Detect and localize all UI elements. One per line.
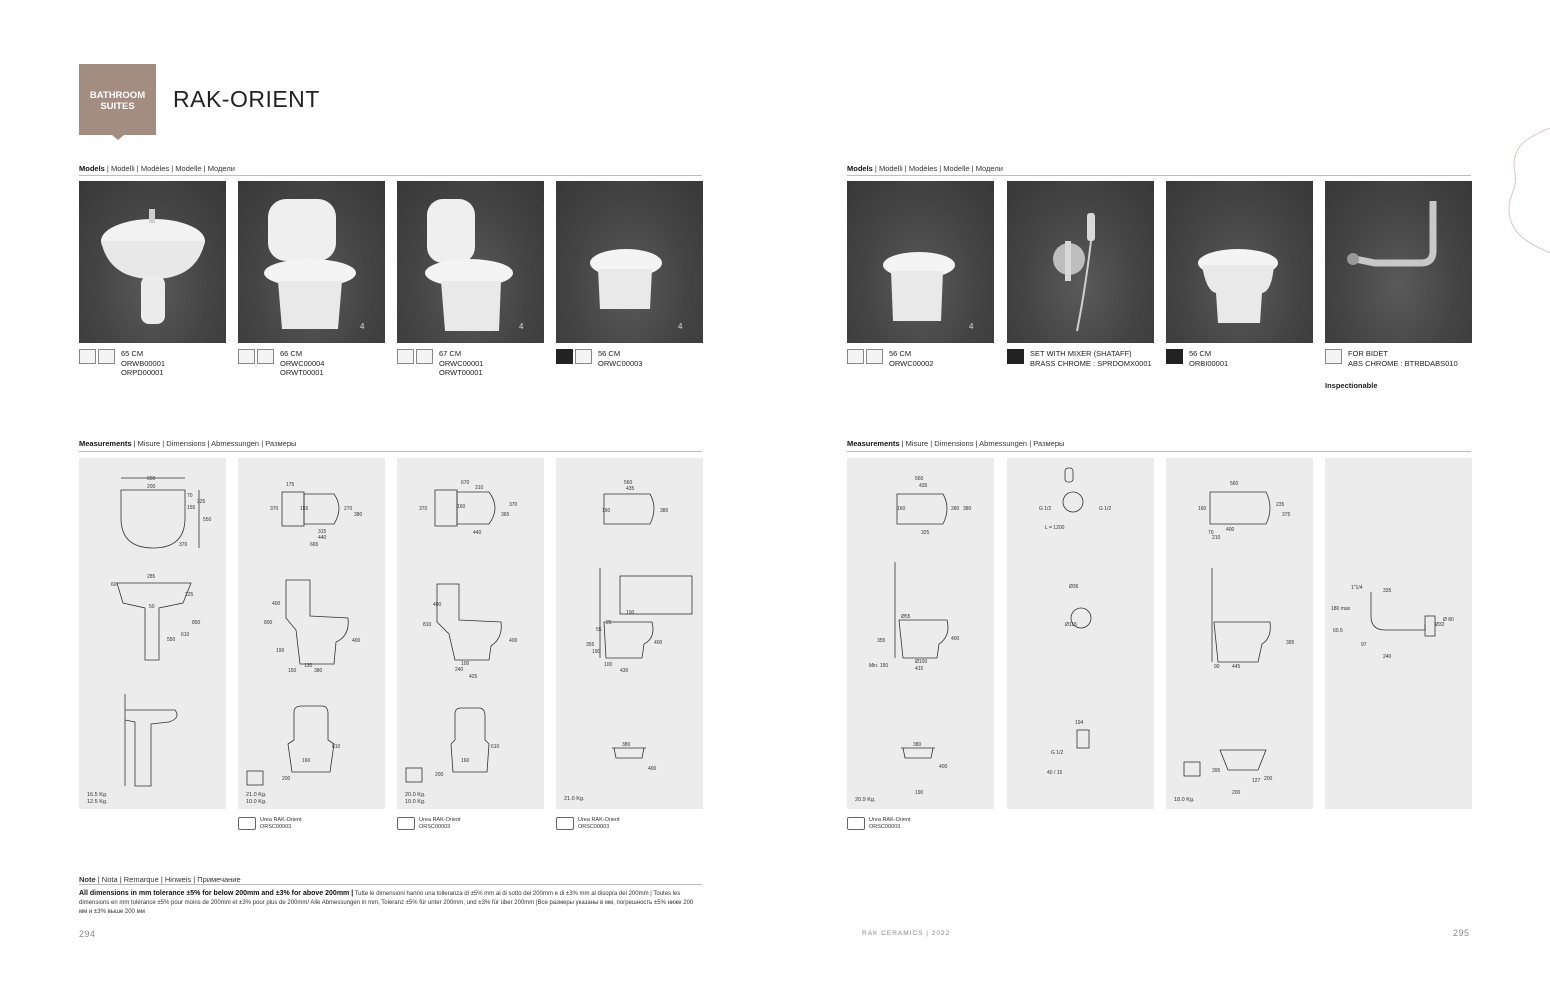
seat-caption-2 xyxy=(397,817,461,831)
dim-label: 100 xyxy=(461,661,470,667)
product-code: ORWC00003 xyxy=(598,358,643,368)
weight-1: 18.0 Kg. xyxy=(1174,797,1195,803)
note-rule xyxy=(79,884,702,885)
dim-label: 660 xyxy=(147,476,156,482)
dim-label: 610 xyxy=(181,632,190,638)
dim-label: 100 xyxy=(626,610,635,616)
product-code-2: ORPD00001 xyxy=(121,368,164,377)
seat-caption-1 xyxy=(238,817,302,831)
product-size: 56 CM xyxy=(598,349,621,358)
drawing-wc-3 xyxy=(556,458,703,809)
dim-label: 160 xyxy=(1198,506,1207,512)
weight-info xyxy=(564,796,585,803)
badge-line1: BATHROOM xyxy=(89,90,146,101)
dim-label: 200 xyxy=(282,776,291,782)
note-heading-rest: Nota | Remarque | Hinweis | Примечание xyxy=(101,875,241,884)
dim-label: 210 xyxy=(1212,535,1221,541)
svg-text:4: 4 xyxy=(678,322,683,331)
dim-label: G 1/2 xyxy=(1099,506,1112,512)
caption-bidet-trap xyxy=(1325,349,1458,368)
dim-label: 315 xyxy=(318,529,327,535)
dim-label: 155 xyxy=(300,506,309,512)
back-to-wall-icon xyxy=(556,349,573,364)
models-heading-bold: Models xyxy=(847,164,873,173)
drawing-bidet xyxy=(1166,458,1313,809)
models-heading-left: Models | Modelli | Modèles | Modelle | Модели xyxy=(79,164,235,173)
dim-label: Min. 150 xyxy=(869,663,889,669)
caption-wc-4 xyxy=(847,349,933,368)
dim-label: 415 xyxy=(915,666,924,672)
dim-label: Ø55 xyxy=(901,614,911,620)
photo-wc-back-to-wall-2 xyxy=(847,181,994,343)
drawing-wc-2 xyxy=(397,458,544,809)
product-code: ORBI00001 xyxy=(1189,358,1229,368)
weight-2: 10.0 Kg. xyxy=(405,799,426,805)
svg-text:4: 4 xyxy=(519,322,524,331)
caption-shataff xyxy=(1007,349,1152,368)
models-rule-right xyxy=(847,175,1471,176)
dim-label: 200 xyxy=(1232,790,1241,796)
dim-label: 380 xyxy=(913,742,922,748)
dim-label: 400 xyxy=(654,640,663,646)
models-heading-rest: Modelli | Modèles | Modelle | Модели xyxy=(878,164,1003,173)
dim-label: 370 xyxy=(509,502,518,508)
product-code: ORWC00002 xyxy=(889,358,934,368)
product-code-2: ORWT00001 xyxy=(280,368,324,377)
product-code: ABS CHROME : BTRBDABS010 xyxy=(1348,358,1458,368)
dim-label: 560 xyxy=(915,476,924,482)
measurements-rule-right xyxy=(847,451,1471,452)
drawing-shataff xyxy=(1007,458,1154,809)
seat-cover-icon xyxy=(556,817,574,830)
dim-label: 380 xyxy=(354,512,363,518)
photo-bidet xyxy=(1166,181,1313,343)
dim-label: 380 xyxy=(622,742,631,748)
dim-label: 380 xyxy=(963,506,972,512)
note-body-bold: All dimensions in mm tolerance ±5% for below 200mm and ±3% for above 200mm | xyxy=(79,890,354,897)
drawing-bidet-trap xyxy=(1325,458,1472,809)
models-heading-right: Models | Modelli | Modèles | Modelle | Модели xyxy=(847,164,1003,173)
dim-label: 90 xyxy=(1214,664,1220,670)
seat-code: ORSC00003 xyxy=(419,824,451,830)
weight-info xyxy=(87,792,108,806)
dim-label: 200 xyxy=(147,484,156,490)
dim-label: 60 xyxy=(111,582,117,588)
dim-label: 160 xyxy=(457,504,466,510)
dim-label: 70 xyxy=(1208,530,1214,536)
photo-bidet-trap xyxy=(1325,181,1472,343)
dim-label: Ø 80 xyxy=(1443,617,1454,623)
dim-label: G 1/2 xyxy=(1039,506,1052,512)
page-number-left: 294 xyxy=(79,929,96,939)
category-badge xyxy=(79,64,156,135)
dim-label: 160 xyxy=(602,508,611,514)
dim-label: 610 xyxy=(491,744,500,750)
seat-code: ORSC00003 xyxy=(578,824,610,830)
caption-wc-3 xyxy=(556,349,642,368)
badge-line2: SUITES xyxy=(100,101,135,112)
note-heading: Note | Nota | Remarque | Hinweis | Примечание xyxy=(79,875,241,884)
weight-1: 20.9 Kg. xyxy=(855,797,876,803)
seat-caption-3 xyxy=(556,817,620,831)
dim-label: 175 xyxy=(286,482,295,488)
seat-cover-icon xyxy=(238,817,256,830)
dim-label: 155 xyxy=(187,505,196,511)
dim-label: G 1/2 xyxy=(1051,750,1064,756)
dim-label: 560 xyxy=(624,480,633,486)
dim-label: 130 xyxy=(304,663,313,669)
note-body xyxy=(79,889,701,917)
drawing-wc-4 xyxy=(847,458,994,809)
dim-label: 400 xyxy=(433,602,442,608)
product-code: ORWB00001 xyxy=(121,358,166,368)
dim-label: 395 xyxy=(1212,768,1221,774)
dim-label: 445 xyxy=(1232,664,1241,670)
product-size: 56 CM xyxy=(1189,349,1212,358)
dim-label: 70 xyxy=(187,493,193,499)
washbasin-icon xyxy=(79,349,96,364)
dim-label: 440 xyxy=(473,530,482,536)
dim-label: 160 xyxy=(897,506,906,512)
dim-label: Ø100 xyxy=(915,659,928,665)
dim-label: 160 xyxy=(461,758,470,764)
dim-label: 225 xyxy=(185,592,194,598)
wc-icon xyxy=(397,349,414,364)
product-size: 65 CM xyxy=(121,349,144,358)
measurements-heading-bold: Measurements xyxy=(79,439,132,448)
dim-label: 370 xyxy=(270,506,279,512)
shataff-icon xyxy=(1007,349,1024,364)
models-rule-left xyxy=(79,175,702,176)
weight-info xyxy=(1174,797,1195,804)
dim-label: 235 xyxy=(1276,502,1285,508)
seat-name: Urea RAK-Orient xyxy=(260,817,302,823)
dim-label: 810 xyxy=(423,622,432,628)
seat-name: Urea RAK-Orient xyxy=(419,817,461,823)
dim-label: 190 xyxy=(915,790,924,796)
photo-wc-close-coupled-1 xyxy=(238,181,385,343)
dim-label: 435 xyxy=(919,483,928,489)
svg-text:4: 4 xyxy=(360,322,365,331)
product-size: 67 CM xyxy=(439,349,462,358)
photo-shataff-mixer xyxy=(1007,181,1154,343)
dim-label: L = 1200 xyxy=(1045,525,1065,531)
s-trap-icon xyxy=(866,349,883,364)
seat-caption-4 xyxy=(847,817,911,831)
weight-1: 21.0 Kg. xyxy=(246,792,267,798)
photo-wc-close-coupled-2 xyxy=(397,181,544,343)
dim-label: 610 xyxy=(332,744,341,750)
seat-name: Urea RAK-Orient xyxy=(578,817,620,823)
p-trap-icon xyxy=(575,349,592,364)
dim-label: 430 xyxy=(620,668,629,674)
seat-cover-icon xyxy=(397,817,415,830)
measurements-rule-left xyxy=(79,451,702,452)
note-heading-bold: Note xyxy=(79,875,96,884)
dim-label: 550 xyxy=(167,637,176,643)
dim-label: 325 xyxy=(921,530,930,536)
dim-label: 395 xyxy=(1286,640,1295,646)
dim-label: 150 xyxy=(288,668,297,674)
bidet-icon xyxy=(1166,349,1183,364)
dim-label: 355 xyxy=(877,638,886,644)
dim-label: 400 xyxy=(1226,527,1235,533)
dim-label: 60.5 xyxy=(1333,628,1343,634)
svg-text:4: 4 xyxy=(969,322,974,331)
page-title: RAK-ORIENT xyxy=(173,86,320,112)
dim-label: 400 xyxy=(939,764,948,770)
dim-label: 400 xyxy=(951,636,960,642)
models-heading-rest: Modelli | Modèles | Modelle | Модели xyxy=(110,164,235,173)
dim-label: Ø36 xyxy=(1069,584,1079,590)
badge-pointer xyxy=(112,135,124,140)
pedestal-icon xyxy=(98,349,115,364)
weight-info xyxy=(246,792,267,806)
dim-label: 370 xyxy=(419,506,428,512)
seat-code: ORSC00003 xyxy=(869,824,901,830)
product-code: ORWC00001 xyxy=(439,358,484,368)
weight-info xyxy=(405,792,426,806)
dim-label: 280 xyxy=(951,506,960,512)
dim-label: 97 xyxy=(1361,642,1367,648)
dim-label: 440 xyxy=(318,535,327,541)
drawing-washbasin xyxy=(79,458,226,809)
dim-label: 127 xyxy=(1252,778,1261,784)
dim-label: 355 xyxy=(586,642,595,648)
dim-label: 335 xyxy=(1383,588,1392,594)
note-body-rest: Tutte le dimensioni hanno una tolleranza di ±5% mm al di sotto dei 200mm e di ±3% mm al disopra dei 200mm | Toutes les dimensions en mm tolérance ±5% pour moins de 200mm et ±3% pour plus de 200mm/ Alle Abmessungen in mm, Toleranz ±5% für unter 200mm, und ±3% für über 200mm |Все размеры указаны в мм, погрешность ±5% ниже 200 мм и ±3% выше 200 мм xyxy=(79,891,694,915)
dim-label: 285 xyxy=(147,574,156,580)
weight-info xyxy=(855,797,876,804)
dim-label: 370 xyxy=(179,542,188,548)
dim-label: 240 xyxy=(1383,654,1392,660)
dim-label: 50 xyxy=(149,604,155,610)
page-number-right: 295 xyxy=(1453,928,1470,938)
dim-label: 270 xyxy=(344,506,353,512)
dim-label: 375 xyxy=(1282,512,1291,518)
product-size: 56 CM xyxy=(889,349,912,358)
product-code: BRASS CHROME : SPRDOMX0001 xyxy=(1030,358,1152,368)
dim-label: 240 xyxy=(455,667,464,673)
s-trap-icon xyxy=(416,349,433,364)
dim-label: 560 xyxy=(1230,481,1239,487)
measurements-heading-right: Measurements | Misure | Dimensions | Abmessungen | Размеры xyxy=(847,439,1065,448)
dim-label: 1"1/4 xyxy=(1351,585,1363,591)
dim-label: 400 xyxy=(352,638,361,644)
measurements-heading-rest: Misure | Dimensions | Abmessungen | Размеры xyxy=(137,439,297,448)
dim-label: 380 xyxy=(314,668,323,674)
photo-wc-back-to-wall xyxy=(556,181,703,343)
product-code: ORWC00004 xyxy=(280,358,325,368)
dim-label: 200 xyxy=(435,772,444,778)
photo-washbasin xyxy=(79,181,226,343)
dim-label: 190 xyxy=(592,649,601,655)
dim-label: 100 xyxy=(604,662,613,668)
seat-name: Urea RAK-Orient xyxy=(869,817,911,823)
dim-label: 380 xyxy=(660,508,669,514)
caption-washbasin xyxy=(79,349,165,378)
dim-label: 400 xyxy=(509,638,518,644)
trap-icon xyxy=(1325,349,1342,364)
product-name: FOR BIDET xyxy=(1348,349,1389,358)
dim-label: Ø115 xyxy=(1065,622,1077,628)
dim-label: 194 xyxy=(1075,720,1084,726)
dim-label: 665 xyxy=(310,542,319,548)
seat-code: ORSC00003 xyxy=(260,824,292,830)
page-tab-curve xyxy=(1505,128,1550,253)
weight-2: 10.0 Kg. xyxy=(246,799,267,805)
weight-1: 16.5 Kg. xyxy=(87,792,108,798)
dim-label: 310 xyxy=(475,485,484,491)
dim-label: 180 max xyxy=(1331,606,1351,612)
dim-label: 670 xyxy=(461,480,470,486)
product-code-2: ORWT00001 xyxy=(439,368,483,377)
dim-label: 800 xyxy=(264,620,273,626)
dim-label: Ø32 xyxy=(1435,622,1445,628)
dim-label: 425 xyxy=(469,674,478,680)
seat-cover-icon xyxy=(847,817,865,830)
dim-label: 850 xyxy=(192,620,201,626)
caption-wc-1 xyxy=(238,349,324,378)
weight-1: 20.0 Kg. xyxy=(405,792,426,798)
wc-icon xyxy=(238,349,255,364)
caption-bidet xyxy=(1166,349,1228,368)
footer-brand: RAK CERAMICS | 2022 xyxy=(862,930,951,937)
measurements-heading-bold: Measurements xyxy=(847,439,900,448)
dim-label: 400 xyxy=(648,766,657,772)
product-name: SET WITH MIXER (SHATAFF) xyxy=(1030,349,1132,358)
models-heading-bold: Models xyxy=(79,164,105,173)
caption-wc-2 xyxy=(397,349,483,378)
measurements-heading-left: Measurements | Misure | Dimensions | Abmessungen | Размеры xyxy=(79,439,297,448)
dim-label: 190 xyxy=(276,648,285,654)
dim-label: 55 xyxy=(596,627,602,633)
weight-2: 12.5 Kg. xyxy=(87,799,108,805)
dim-label: 400 xyxy=(272,601,281,607)
p-trap-icon xyxy=(257,349,274,364)
dim-label: 225 xyxy=(197,499,206,505)
inspectionable-label: Inspectionable xyxy=(1325,381,1378,390)
product-size: 66 CM xyxy=(280,349,303,358)
drawing-wc-1 xyxy=(238,458,385,809)
weight-1: 21.0 Kg. xyxy=(564,796,585,802)
dim-label: 25 xyxy=(606,620,612,626)
dim-label: 160 xyxy=(302,758,311,764)
dim-label: 40 / 15 xyxy=(1047,770,1063,776)
measurements-heading-rest: Misure | Dimensions | Abmessungen | Размеры xyxy=(905,439,1065,448)
wc-icon xyxy=(847,349,864,364)
dim-label: 200 xyxy=(1264,776,1273,782)
dim-label: 550 xyxy=(203,517,212,523)
dim-label: 435 xyxy=(626,486,635,492)
dim-label: 365 xyxy=(501,512,510,518)
